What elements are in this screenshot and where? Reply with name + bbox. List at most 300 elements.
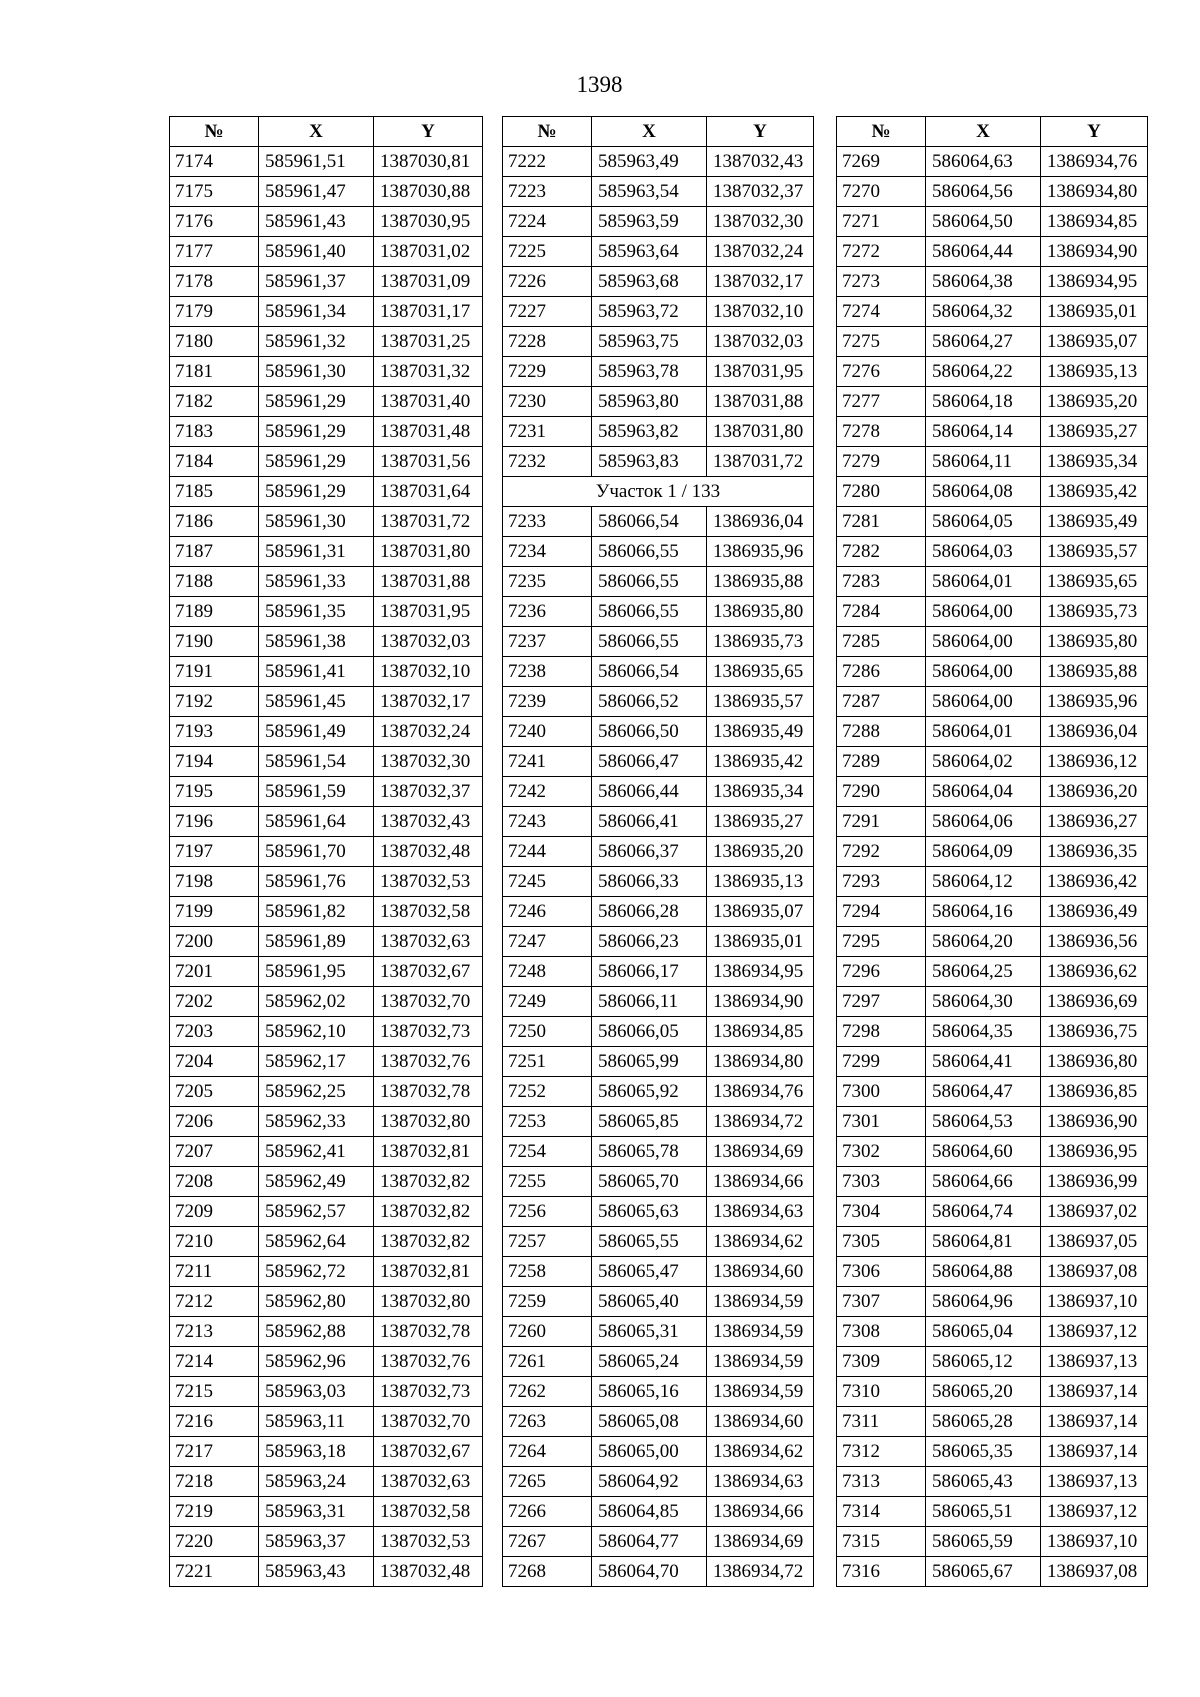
x-coordinate-cell: 586064,08 [926, 477, 1041, 507]
y-coordinate-cell: 1386937,14 [1041, 1407, 1148, 1437]
point-number-cell: 7270 [837, 177, 926, 207]
x-coordinate-cell: 586064,32 [926, 297, 1041, 327]
y-coordinate-cell: 1387031,48 [374, 417, 483, 447]
point-number-cell: 7174 [170, 147, 259, 177]
table-row [170, 237, 483, 267]
table-row [503, 1107, 814, 1137]
point-number-cell: 7251 [503, 1047, 592, 1077]
table-row [503, 1557, 814, 1587]
table-body [837, 147, 1148, 1587]
x-coordinate-cell: 586064,77 [592, 1527, 707, 1557]
table-row [170, 417, 483, 447]
x-coordinate-cell: 586066,05 [592, 1017, 707, 1047]
y-coordinate-cell: 1387031,88 [707, 387, 814, 417]
x-coordinate-cell: 586064,04 [926, 777, 1041, 807]
y-coordinate-cell: 1387032,30 [707, 207, 814, 237]
y-coordinate-cell: 1386934,63 [707, 1197, 814, 1227]
header-y: Y [1041, 117, 1148, 147]
x-coordinate-cell: 586064,02 [926, 747, 1041, 777]
y-coordinate-cell: 1386934,62 [707, 1227, 814, 1257]
x-coordinate-cell: 586065,35 [926, 1437, 1041, 1467]
y-coordinate-cell: 1386935,42 [1041, 477, 1148, 507]
header-x: X [926, 117, 1041, 147]
y-coordinate-cell: 1386935,80 [707, 597, 814, 627]
x-coordinate-cell: 585961,30 [259, 507, 374, 537]
y-coordinate-cell: 1387031,32 [374, 357, 483, 387]
y-coordinate-cell: 1386935,34 [1041, 447, 1148, 477]
x-coordinate-cell: 586064,41 [926, 1047, 1041, 1077]
y-coordinate-cell: 1387031,25 [374, 327, 483, 357]
table-row [170, 1137, 483, 1167]
table-row [837, 1437, 1148, 1467]
table-row [837, 1497, 1148, 1527]
y-coordinate-cell: 1386935,88 [1041, 657, 1148, 687]
y-coordinate-cell: 1387032,63 [374, 927, 483, 957]
table-row [503, 537, 814, 567]
table-row [837, 387, 1148, 417]
x-coordinate-cell: 586065,28 [926, 1407, 1041, 1437]
y-coordinate-cell: 1386936,04 [1041, 717, 1148, 747]
table-row [503, 1437, 814, 1467]
table-row [170, 1497, 483, 1527]
table-row [837, 657, 1148, 687]
coordinates-table-2 [502, 116, 814, 1587]
point-number-cell: 7235 [503, 567, 592, 597]
x-coordinate-cell: 585962,64 [259, 1227, 374, 1257]
x-coordinate-cell: 585961,45 [259, 687, 374, 717]
point-number-cell: 7268 [503, 1557, 592, 1587]
y-coordinate-cell: 1386935,01 [707, 927, 814, 957]
point-number-cell: 7216 [170, 1407, 259, 1437]
x-coordinate-cell: 586065,99 [592, 1047, 707, 1077]
point-number-cell: 7265 [503, 1467, 592, 1497]
x-coordinate-cell: 585963,83 [592, 447, 707, 477]
table-header-row [170, 117, 483, 147]
point-number-cell: 7307 [837, 1287, 926, 1317]
x-coordinate-cell: 585961,76 [259, 867, 374, 897]
y-coordinate-cell: 1386934,80 [1041, 177, 1148, 207]
x-coordinate-cell: 585961,29 [259, 387, 374, 417]
table-row [170, 1257, 483, 1287]
point-number-cell: 7246 [503, 897, 592, 927]
y-coordinate-cell: 1387032,81 [374, 1257, 483, 1287]
point-number-cell: 7289 [837, 747, 926, 777]
x-coordinate-cell: 585963,59 [592, 207, 707, 237]
table-row [837, 1287, 1148, 1317]
x-coordinate-cell: 586065,16 [592, 1377, 707, 1407]
y-coordinate-cell: 1386937,14 [1041, 1377, 1148, 1407]
table-row [837, 1407, 1148, 1437]
table-row [837, 1347, 1148, 1377]
point-number-cell: 7221 [170, 1557, 259, 1587]
table-row [837, 777, 1148, 807]
x-coordinate-cell: 585961,54 [259, 747, 374, 777]
point-number-cell: 7218 [170, 1467, 259, 1497]
x-coordinate-cell: 585962,57 [259, 1197, 374, 1227]
y-coordinate-cell: 1387032,80 [374, 1287, 483, 1317]
x-coordinate-cell: 585961,49 [259, 717, 374, 747]
y-coordinate-cell: 1386935,07 [1041, 327, 1148, 357]
table-row [170, 597, 483, 627]
x-coordinate-cell: 586064,14 [926, 417, 1041, 447]
table-row [503, 1257, 814, 1287]
y-coordinate-cell: 1387031,09 [374, 267, 483, 297]
x-coordinate-cell: 586064,16 [926, 897, 1041, 927]
y-coordinate-cell: 1386936,04 [707, 507, 814, 537]
point-number-cell: 7229 [503, 357, 592, 387]
y-coordinate-cell: 1387031,56 [374, 447, 483, 477]
x-coordinate-cell: 586066,54 [592, 507, 707, 537]
x-coordinate-cell: 586064,09 [926, 837, 1041, 867]
table-row [503, 627, 814, 657]
table-row [503, 177, 814, 207]
table-row [503, 327, 814, 357]
point-number-cell: 7228 [503, 327, 592, 357]
point-number-cell: 7226 [503, 267, 592, 297]
point-number-cell: 7286 [837, 657, 926, 687]
point-number-cell: 7272 [837, 237, 926, 267]
y-coordinate-cell: 1386937,12 [1041, 1317, 1148, 1347]
table-row [170, 1377, 483, 1407]
y-coordinate-cell: 1386934,72 [707, 1557, 814, 1587]
table-row [170, 1407, 483, 1437]
table-row [503, 1227, 814, 1257]
y-coordinate-cell: 1387032,17 [707, 267, 814, 297]
point-number-cell: 7183 [170, 417, 259, 447]
table-row [503, 747, 814, 777]
y-coordinate-cell: 1386935,73 [707, 627, 814, 657]
y-coordinate-cell: 1387031,80 [374, 537, 483, 567]
x-coordinate-cell: 586065,04 [926, 1317, 1041, 1347]
point-number-cell: 7187 [170, 537, 259, 567]
table-row [503, 447, 814, 477]
table-row [170, 927, 483, 957]
point-number-cell: 7253 [503, 1107, 592, 1137]
point-number-cell: 7283 [837, 567, 926, 597]
x-coordinate-cell: 586066,11 [592, 987, 707, 1017]
y-coordinate-cell: 1387031,88 [374, 567, 483, 597]
table-row [503, 207, 814, 237]
header-y: Y [707, 117, 814, 147]
y-coordinate-cell: 1386934,95 [707, 957, 814, 987]
table-row [170, 747, 483, 777]
point-number-cell: 7290 [837, 777, 926, 807]
y-coordinate-cell: 1386934,59 [707, 1377, 814, 1407]
table-row [503, 1317, 814, 1347]
x-coordinate-cell: 586064,01 [926, 717, 1041, 747]
y-coordinate-cell: 1387031,17 [374, 297, 483, 327]
point-number-cell: 7180 [170, 327, 259, 357]
point-number-cell: 7313 [837, 1467, 926, 1497]
x-coordinate-cell: 586064,35 [926, 1017, 1041, 1047]
point-number-cell: 7249 [503, 987, 592, 1017]
table-row [837, 237, 1148, 267]
y-coordinate-cell: 1387032,63 [374, 1467, 483, 1497]
table-row [837, 597, 1148, 627]
point-number-cell: 7276 [837, 357, 926, 387]
table-row [170, 1077, 483, 1107]
point-number-cell: 7230 [503, 387, 592, 417]
x-coordinate-cell: 586064,38 [926, 267, 1041, 297]
y-coordinate-cell: 1386935,73 [1041, 597, 1148, 627]
point-number-cell: 7211 [170, 1257, 259, 1287]
y-coordinate-cell: 1387032,78 [374, 1317, 483, 1347]
y-coordinate-cell: 1386936,80 [1041, 1047, 1148, 1077]
y-coordinate-cell: 1386936,35 [1041, 837, 1148, 867]
x-coordinate-cell: 586066,55 [592, 627, 707, 657]
point-number-cell: 7261 [503, 1347, 592, 1377]
table-row [503, 837, 814, 867]
x-coordinate-cell: 586064,85 [592, 1497, 707, 1527]
point-number-cell: 7190 [170, 627, 259, 657]
x-coordinate-cell: 585961,47 [259, 177, 374, 207]
x-coordinate-cell: 586065,92 [592, 1077, 707, 1107]
point-number-cell: 7304 [837, 1197, 926, 1227]
point-number-cell: 7215 [170, 1377, 259, 1407]
y-coordinate-cell: 1386934,85 [1041, 207, 1148, 237]
table-row [503, 777, 814, 807]
y-coordinate-cell: 1386936,90 [1041, 1107, 1148, 1137]
point-number-cell: 7220 [170, 1527, 259, 1557]
point-number-cell: 7194 [170, 747, 259, 777]
y-coordinate-cell: 1386934,90 [1041, 237, 1148, 267]
point-number-cell: 7236 [503, 597, 592, 627]
y-coordinate-cell: 1386937,13 [1041, 1467, 1148, 1497]
point-number-cell: 7310 [837, 1377, 926, 1407]
y-coordinate-cell: 1387032,37 [707, 177, 814, 207]
table-row [503, 1287, 814, 1317]
y-coordinate-cell: 1386937,08 [1041, 1557, 1148, 1587]
x-coordinate-cell: 585961,29 [259, 447, 374, 477]
y-coordinate-cell: 1386937,10 [1041, 1527, 1148, 1557]
point-number-cell: 7225 [503, 237, 592, 267]
point-number-cell: 7247 [503, 927, 592, 957]
point-number-cell: 7257 [503, 1227, 592, 1257]
x-coordinate-cell: 585963,24 [259, 1467, 374, 1497]
y-coordinate-cell: 1387031,72 [374, 507, 483, 537]
y-coordinate-cell: 1386935,65 [707, 657, 814, 687]
x-coordinate-cell: 586066,55 [592, 537, 707, 567]
y-coordinate-cell: 1386936,20 [1041, 777, 1148, 807]
x-coordinate-cell: 586064,63 [926, 147, 1041, 177]
point-number-cell: 7264 [503, 1437, 592, 1467]
header-number: № [503, 117, 592, 147]
y-coordinate-cell: 1387032,03 [374, 627, 483, 657]
x-coordinate-cell: 585961,38 [259, 627, 374, 657]
x-coordinate-cell: 586064,27 [926, 327, 1041, 357]
point-number-cell: 7206 [170, 1107, 259, 1137]
x-coordinate-cell: 586065,31 [592, 1317, 707, 1347]
x-coordinate-cell: 585962,25 [259, 1077, 374, 1107]
point-number-cell: 7248 [503, 957, 592, 987]
y-coordinate-cell: 1386935,57 [1041, 537, 1148, 567]
x-coordinate-cell: 585961,41 [259, 657, 374, 687]
x-coordinate-cell: 586064,03 [926, 537, 1041, 567]
y-coordinate-cell: 1387032,81 [374, 1137, 483, 1167]
x-coordinate-cell: 586064,92 [592, 1467, 707, 1497]
x-coordinate-cell: 586065,51 [926, 1497, 1041, 1527]
point-number-cell: 7316 [837, 1557, 926, 1587]
table-row [503, 597, 814, 627]
x-coordinate-cell: 586064,60 [926, 1137, 1041, 1167]
y-coordinate-cell: 1386936,62 [1041, 957, 1148, 987]
x-coordinate-cell: 585961,35 [259, 597, 374, 627]
y-coordinate-cell: 1387032,82 [374, 1227, 483, 1257]
table-row [837, 807, 1148, 837]
point-number-cell: 7254 [503, 1137, 592, 1167]
point-number-cell: 7192 [170, 687, 259, 717]
x-coordinate-cell: 585963,43 [259, 1557, 374, 1587]
x-coordinate-cell: 586066,17 [592, 957, 707, 987]
table-row [170, 207, 483, 237]
table-row [837, 987, 1148, 1017]
table-row [503, 1197, 814, 1227]
table-row [837, 1257, 1148, 1287]
table-row [837, 1017, 1148, 1047]
point-number-cell: 7294 [837, 897, 926, 927]
table-row [837, 297, 1148, 327]
point-number-cell: 7205 [170, 1077, 259, 1107]
point-number-cell: 7203 [170, 1017, 259, 1047]
table-row [503, 417, 814, 447]
point-number-cell: 7296 [837, 957, 926, 987]
x-coordinate-cell: 586066,41 [592, 807, 707, 837]
y-coordinate-cell: 1387032,43 [707, 147, 814, 177]
y-coordinate-cell: 1387032,48 [374, 1557, 483, 1587]
y-coordinate-cell: 1387032,58 [374, 897, 483, 927]
x-coordinate-cell: 585962,49 [259, 1167, 374, 1197]
y-coordinate-cell: 1387032,73 [374, 1377, 483, 1407]
y-coordinate-cell: 1386934,76 [707, 1077, 814, 1107]
point-number-cell: 7193 [170, 717, 259, 747]
y-coordinate-cell: 1387030,88 [374, 177, 483, 207]
table-row [503, 237, 814, 267]
table-row [503, 717, 814, 747]
x-coordinate-cell: 585962,80 [259, 1287, 374, 1317]
x-coordinate-cell: 585963,03 [259, 1377, 374, 1407]
table-row [503, 897, 814, 927]
table-row [837, 477, 1148, 507]
point-number-cell: 7191 [170, 657, 259, 687]
point-number-cell: 7258 [503, 1257, 592, 1287]
table-row [503, 657, 814, 687]
table-row [837, 837, 1148, 867]
x-coordinate-cell: 585961,30 [259, 357, 374, 387]
coordinates-table-1 [169, 116, 483, 1587]
x-coordinate-cell: 586066,50 [592, 717, 707, 747]
table-row [170, 777, 483, 807]
section-row [503, 477, 814, 507]
x-coordinate-cell: 586066,44 [592, 777, 707, 807]
x-coordinate-cell: 586064,70 [592, 1557, 707, 1587]
y-coordinate-cell: 1386934,76 [1041, 147, 1148, 177]
y-coordinate-cell: 1386935,57 [707, 687, 814, 717]
y-coordinate-cell: 1386935,27 [707, 807, 814, 837]
y-coordinate-cell: 1386935,07 [707, 897, 814, 927]
table-row [837, 177, 1148, 207]
point-number-cell: 7208 [170, 1167, 259, 1197]
y-coordinate-cell: 1386935,88 [707, 567, 814, 597]
x-coordinate-cell: 586065,24 [592, 1347, 707, 1377]
point-number-cell: 7214 [170, 1347, 259, 1377]
x-coordinate-cell: 585961,95 [259, 957, 374, 987]
point-number-cell: 7185 [170, 477, 259, 507]
x-coordinate-cell: 586066,33 [592, 867, 707, 897]
y-coordinate-cell: 1387032,43 [374, 807, 483, 837]
x-coordinate-cell: 586064,47 [926, 1077, 1041, 1107]
x-coordinate-cell: 585962,96 [259, 1347, 374, 1377]
y-coordinate-cell: 1387032,17 [374, 687, 483, 717]
x-coordinate-cell: 586066,52 [592, 687, 707, 717]
point-number-cell: 7292 [837, 837, 926, 867]
point-number-cell: 7285 [837, 627, 926, 657]
y-coordinate-cell: 1387032,67 [374, 1437, 483, 1467]
y-coordinate-cell: 1387032,58 [374, 1497, 483, 1527]
header-number: № [837, 117, 926, 147]
x-coordinate-cell: 586065,59 [926, 1527, 1041, 1557]
x-coordinate-cell: 586064,53 [926, 1107, 1041, 1137]
table-row [837, 207, 1148, 237]
point-number-cell: 7176 [170, 207, 259, 237]
x-coordinate-cell: 586064,81 [926, 1227, 1041, 1257]
y-coordinate-cell: 1387032,53 [374, 867, 483, 897]
point-number-cell: 7277 [837, 387, 926, 417]
point-number-cell: 7219 [170, 1497, 259, 1527]
y-coordinate-cell: 1387032,53 [374, 1527, 483, 1557]
point-number-cell: 7263 [503, 1407, 592, 1437]
y-coordinate-cell: 1386935,20 [1041, 387, 1148, 417]
point-number-cell: 7177 [170, 237, 259, 267]
table-row [503, 1407, 814, 1437]
point-number-cell: 7259 [503, 1287, 592, 1317]
point-number-cell: 7186 [170, 507, 259, 537]
point-number-cell: 7299 [837, 1047, 926, 1077]
table-row [170, 537, 483, 567]
y-coordinate-cell: 1386937,05 [1041, 1227, 1148, 1257]
y-coordinate-cell: 1387030,81 [374, 147, 483, 177]
table-row [837, 1197, 1148, 1227]
table-row [170, 447, 483, 477]
point-number-cell: 7202 [170, 987, 259, 1017]
point-number-cell: 7207 [170, 1137, 259, 1167]
y-coordinate-cell: 1386935,42 [707, 747, 814, 777]
table-row [837, 507, 1148, 537]
table-row [503, 957, 814, 987]
y-coordinate-cell: 1386934,60 [707, 1257, 814, 1287]
table-row [170, 957, 483, 987]
point-number-cell: 7244 [503, 837, 592, 867]
header-x: X [259, 117, 374, 147]
x-coordinate-cell: 585963,64 [592, 237, 707, 267]
table-row [503, 1077, 814, 1107]
y-coordinate-cell: 1386937,12 [1041, 1497, 1148, 1527]
point-number-cell: 7284 [837, 597, 926, 627]
table-row [837, 447, 1148, 477]
point-number-cell: 7210 [170, 1227, 259, 1257]
x-coordinate-cell: 585961,43 [259, 207, 374, 237]
table-row [170, 1527, 483, 1557]
table-row [503, 687, 814, 717]
point-number-cell: 7256 [503, 1197, 592, 1227]
y-coordinate-cell: 1386935,65 [1041, 567, 1148, 597]
table-row [503, 387, 814, 417]
y-coordinate-cell: 1387032,82 [374, 1197, 483, 1227]
table-row [170, 1017, 483, 1047]
y-coordinate-cell: 1387032,70 [374, 987, 483, 1017]
x-coordinate-cell: 585963,80 [592, 387, 707, 417]
point-number-cell: 7281 [837, 507, 926, 537]
y-coordinate-cell: 1386934,59 [707, 1287, 814, 1317]
